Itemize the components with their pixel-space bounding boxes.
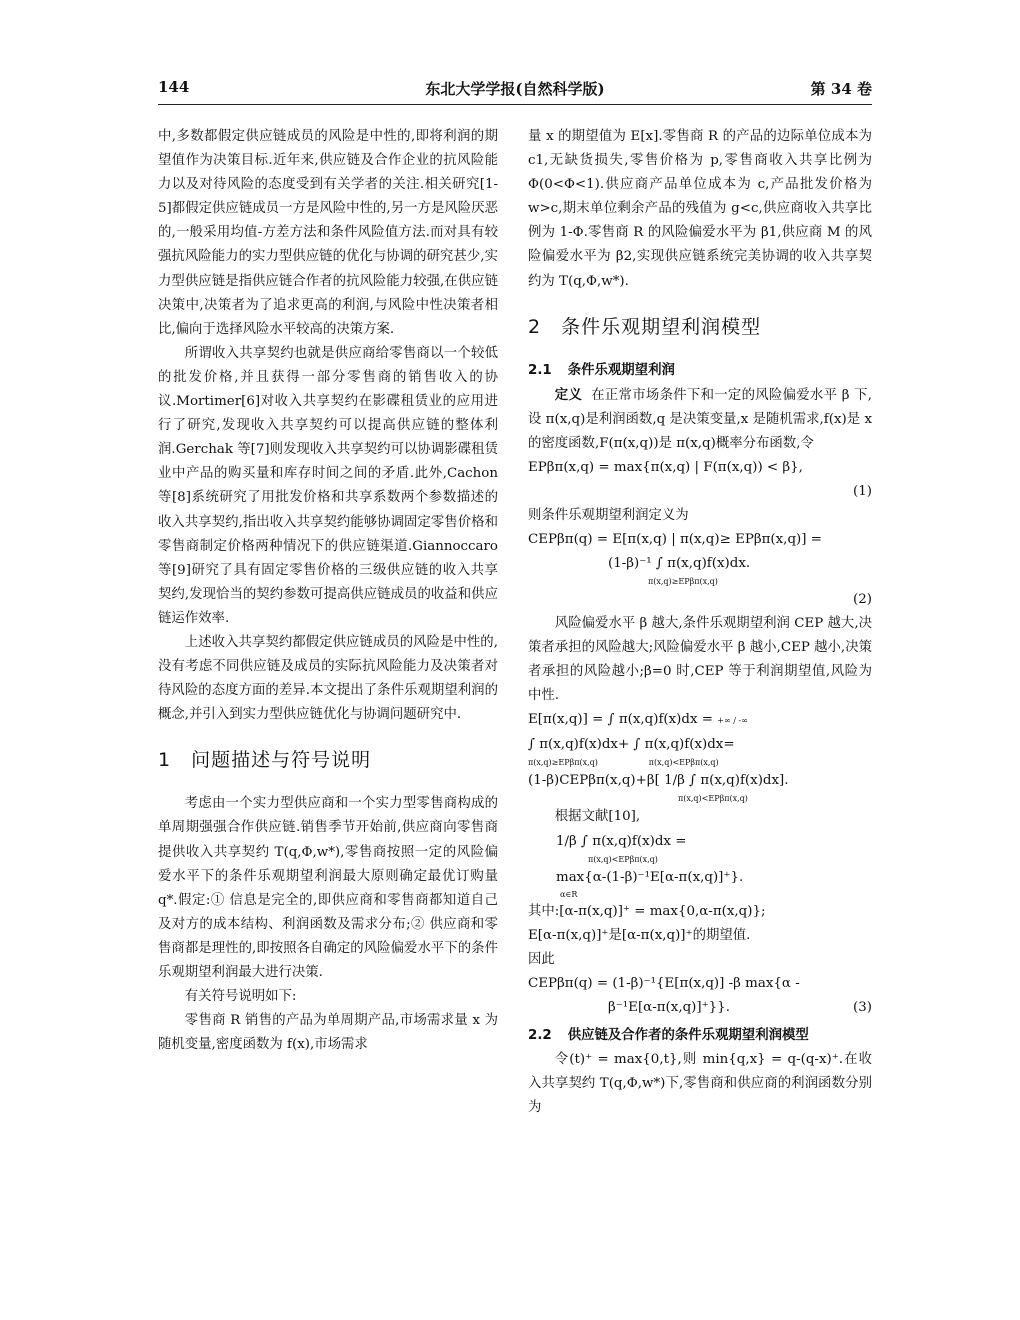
section-title: 条件乐观期望利润模型: [561, 315, 762, 338]
section-heading: [528, 312, 872, 339]
subsection-heading: [528, 1024, 872, 1048]
journal-title: 东北大学学报(自然科学版): [425, 80, 605, 98]
paragraph: 零售商 R 销售的产品为单周期产品,市场需求量 x 为随机变量,密度函数为 f(x),市场需求: [158, 1013, 498, 1053]
definition-label: 定义: [554, 386, 583, 403]
paragraph: 上述收入共享契约都假定供应链成员的风险是中性的,没有考虑不同供应链及成员的实际抗风险能力及决策者对待风险的态度方面的差异.本文提出了条件乐观期望利润的概念,并引入到实力型供应链优化与协调问题研究中.: [158, 634, 498, 723]
integral-subscripts: π(x,q)≥EPβπ(x,q) π(x,q)<EPβπ(x,q): [528, 758, 719, 768]
paragraph: 风险偏爱水平 β 越大,条件乐观期望利润 CEP 越大,决策者承担的风险越大;风险偏爱水平 β 越小,CEP 越小,决策者承担的风险越小;β=0 时,CEP 等于利润期望值,风险为中性.: [528, 616, 872, 704]
equation-5b: β⁻¹E[α-π(x,q)]⁺}}. (3): [528, 996, 872, 1020]
left-column: [158, 125, 498, 1057]
subsection-number: 2.2: [528, 1027, 552, 1043]
equation-3c: (1-β)CEPβπ(x,q)+β[ 1/β ∫ π(x,q)f(x)dx].: [528, 773, 789, 789]
right-column: [528, 125, 872, 1120]
paragraph: 考虑由一个实力型供应商和一个实力型零售商构成的单周期强强合作供应链.销售季节开始前,供应商向零售商提供收入共享契约 T(q,Φ,w*),零售商按照一定的风险偏爱水平下的条件乐观期望利润最大原则确定最优订购量 q*.假定:① 信息是完全的,即供应商和零售商都知道自己及对方的成本结构、利润函数及需求分布;② 供应商和零售商都是理性的,即按照各自确定的风险偏爱水平下的条件乐观期望利润最大进行决策.: [158, 796, 498, 980]
equation-2a: CEPβπ(q) = E[π(x,q) | π(x,q)≥ EPβπ(x,q)] =: [528, 532, 822, 548]
equation-1: EPβπ(x,q) = max{π(x,q) | F(π(x,q)) < β},: [528, 459, 803, 475]
paragraph: 所谓收入共享契约也就是供应商给零售商以一个较低的批发价格,并且获得一部分零售商的销售收入的协议.Mortimer[6]对收入共享契约在影碟租赁业的应用进行了研究,发现收入共享契约可以提高供应链的整体利润.Gerchak 等[7]则发现收入共享契约可以协调影碟租赁业中产品的购买量和库存时间之间的矛盾.此外,Cachon 等[8]系统研究了用批发价格和共享系数两个参数描述的收入共享契约,指出收入共享契约能够协调固定零售价格和零售商制定价格两种情况下的供应链渠道.Giannoccaro 等[9]研究了具有固定零售价格的三级供应链的收入共享契约,发现恰当的契约参数可提高供应链成员的收益和供应链运作效率.: [158, 345, 498, 626]
page-header: [158, 78, 872, 105]
section-number: 2: [528, 315, 542, 338]
equation-3b: ∫ π(x,q)f(x)dx+ ∫ π(x,q)f(x)dx=: [528, 737, 735, 753]
paragraph: 有关符号说明如下:: [184, 989, 297, 1005]
equation-number: (1): [853, 483, 872, 499]
page-number: 144: [158, 78, 190, 96]
paragraph: 根据文献[10],: [554, 809, 641, 825]
max-subscript: α∈R: [560, 889, 578, 899]
equation-number: (3): [853, 999, 872, 1015]
paragraph: E[α-π(x,q)]⁺是[α-π(x,q)]⁺的期望值.: [528, 927, 751, 943]
integral-subscript: π(x,q)≥EPβπ(x,q): [648, 577, 718, 587]
paragraph: 中,多数都假定供应链成员的风险是中性的,即将利润的期望值作为决策目标.近年来,供应链及合作企业的抗风险能力以及对待风险的态度受到有关学者的关注.相关研究[1-5]都假定供应链成员一方是风险中性的,另一方是风险厌恶的,一般采用均值-方差方法和条件风险值方法.而对具有较强抗风险能力的实力型供应链的优化与协调的研究甚少,实力型供应链是指供应链合作者的抗风险能力较强,在供应链决策中,决策者为了追求更高的利润,与风险中性决策者相比,偏向于选择风险水平较高的决策方案.: [158, 129, 498, 337]
definition-paragraph: [528, 383, 872, 456]
integral-subscript: π(x,q)<EPβπ(x,q): [588, 854, 658, 864]
subsection-title: 供应链及合作者的条件乐观期望利润模型: [567, 1027, 809, 1043]
paragraph: 其中:[α-π(x,q)]⁺ = max{0,α-π(x,q)};: [528, 903, 766, 919]
integral-subscript: π(x,q)<EPβπ(x,q): [678, 794, 748, 804]
equation-3a: E[π(x,q)] = ∫ π(x,q)f(x)dx = +∞ / -∞: [528, 712, 748, 728]
equation-2b: (1-β)⁻¹ ∫ π(x,q)f(x)dx.: [608, 556, 751, 572]
subsection-number: 2.1: [528, 362, 552, 378]
subsection-title: 条件乐观期望利润: [567, 362, 675, 378]
equation-5a: CEPβπ(q) = (1-β)⁻¹{E[π(x,q)] -β max{α -: [528, 975, 800, 991]
equation-4b: max{α-(1-β)⁻¹E[α-π(x,q)]⁺}.: [556, 869, 744, 885]
section-heading: [158, 745, 498, 772]
subsection-heading: [528, 359, 872, 383]
section-title: 问题描述与符号说明: [191, 749, 372, 772]
paragraph: 令(t)⁺ = max{0,t},则 min{q,x} = q-(q-x)⁺.在收入共享契约 T(q,Φ,w*)下,零售商和供应商的利润函数分别为: [528, 1051, 872, 1115]
definition-text: 在正常市场条件下和一定的风险偏爱水平 β 下,设 π(x,q)是利润函数,q 是决策变量,x 是随机需求,f(x)是 x 的密度函数,F(π(x,q))是 π(x,q)概率分布函数,令: [528, 387, 873, 451]
equation-4a: 1/β ∫ π(x,q)f(x)dx =: [556, 833, 687, 849]
volume-label: 第 34 卷: [810, 80, 872, 98]
paragraph: 因此: [528, 951, 555, 967]
section-number: 1: [158, 749, 172, 772]
paragraph: 则条件乐观期望利润定义为: [528, 507, 689, 523]
paragraph: 量 x 的期望值为 E[x].零售商 R 的产品的边际单位成本为 c1,无缺货损失,零售价格为 p,零售商收入共享比例为 Φ(0<Φ<1).供应商产品单位成本为 c,产品批发价格为 w>c,期末单位剩余产品的残值为 g<c,供应商收入共享比例为 1-Φ.零售商 R 的风险偏爱水平为 β1,供应商 M 的风险偏爱水平为 β2,实现供应链系统完美协调的收入共享契约为 T(q,Φ,w*).: [528, 129, 872, 289]
equation-number: (2): [853, 592, 872, 608]
